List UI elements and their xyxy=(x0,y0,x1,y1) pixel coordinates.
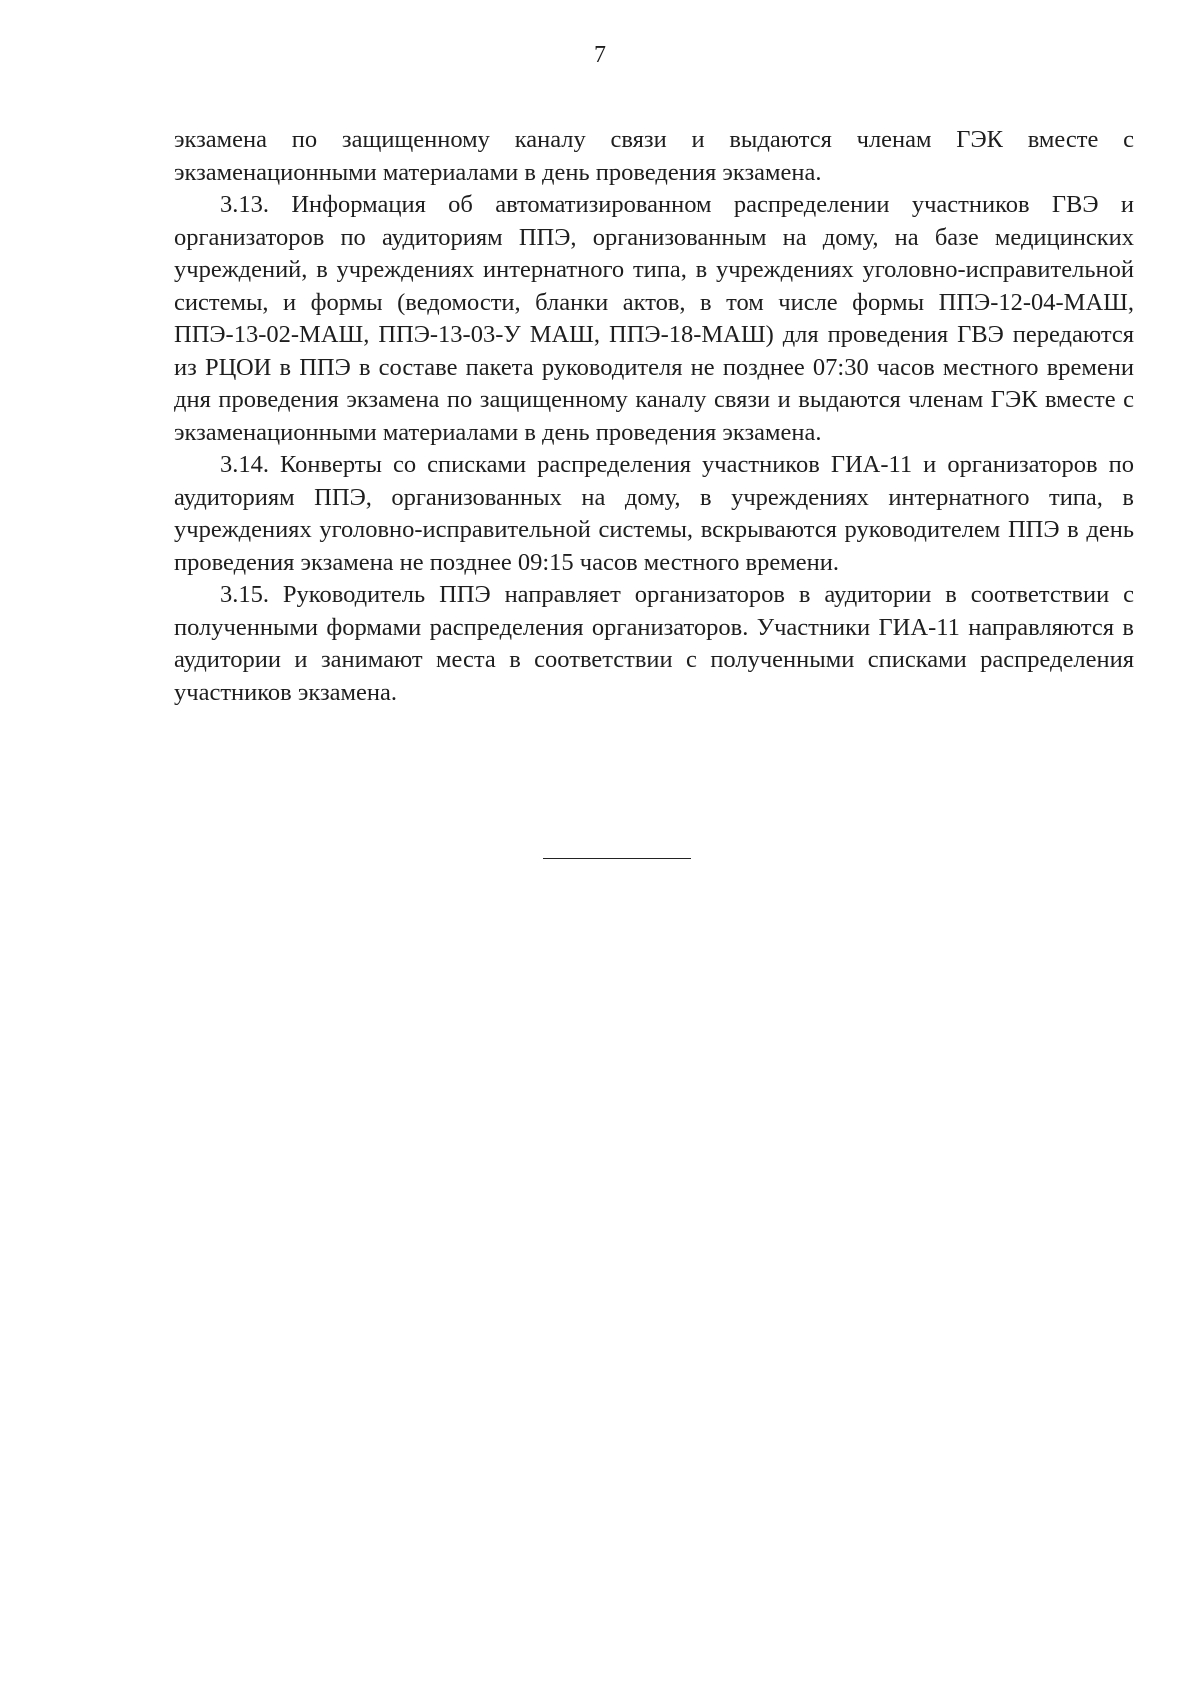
paragraph-3-13: 3.13. Информация об автоматизированном распределении участников ГВЭ и организаторов по аудиториям ППЭ, организованным на дому, на базе медицинских учреждений, в учреждениях интернатного типа, в учреждениях уголовно-исправительной системы, и формы (ведомости, бланки актов, в том числе формы ППЭ-12-04-МАШ, ППЭ-13-02-МАШ, ППЭ-13-03-У МАШ, ППЭ-18-МАШ) для проведения ГВЭ передаются из РЦОИ в ППЭ в составе пакета руководителя не позднее 07:30 часов местного времени дня проведения экзамена по защищенному каналу связи и выдаются членам ГЭК вместе с экзаменационными материалами в день проведения экзамена. xyxy=(174,191,1134,446)
paragraph-3-15: 3.15. Руководитель ППЭ направляет организаторов в аудитории в соответствии с полученными формами распределения организаторов. Участники ГИА-11 направляются в аудитории и занимают места в соответствии с полученными списками распределения участников экзамена. xyxy=(174,581,1134,706)
paragraph-continuation: экзамена по защищенному каналу связи и выдаются членам ГЭК вместе с экзаменационными материалами в день проведения экзамена. xyxy=(174,126,1134,186)
end-of-document-rule xyxy=(543,858,691,859)
paragraph-3-14: 3.14. Конверты со списками распределения участников ГИА-11 и организаторов по аудиториям ППЭ, организованных на дому, в учреждениях интернатного типа, в учреждениях уголовно-исправительной системы, вскрываются руководителем ППЭ в день проведения экзамена не позднее 09:15 часов местного времени. xyxy=(174,451,1134,576)
document-body xyxy=(174,124,1134,709)
page-number: 7 xyxy=(594,42,606,68)
